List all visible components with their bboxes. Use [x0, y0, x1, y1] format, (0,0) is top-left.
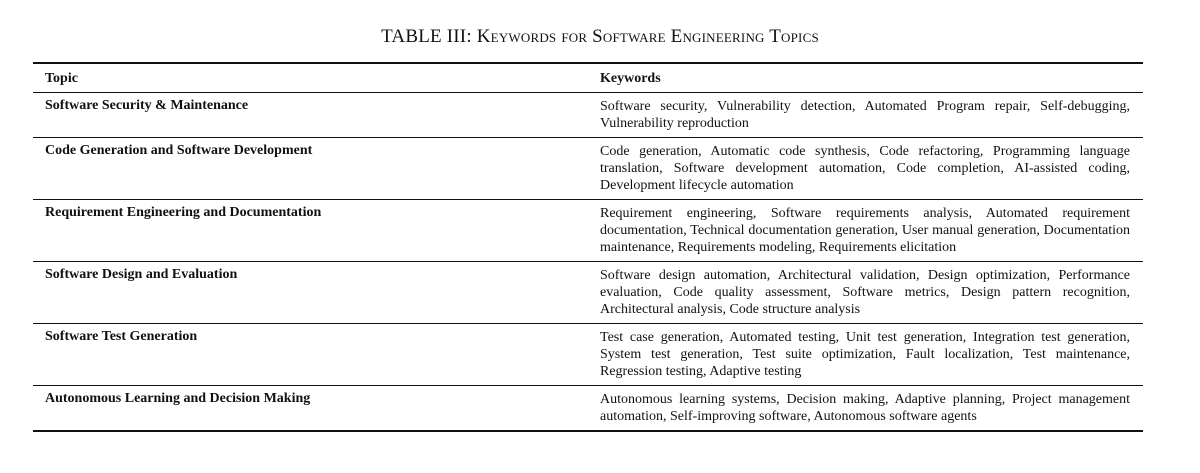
keywords-cell: Requirement engineering, Software requirements analysis, Automated requirement documentation, Technical documentation generation, User manual generation, Documentation maintenance, Requirements modeling, Requirements elicitation: [600, 206, 1130, 255]
table-row: [33, 262, 1143, 324]
table-row: [33, 200, 1143, 262]
table-row: [33, 93, 1143, 138]
table-caption-number: TABLE III:: [381, 26, 477, 47]
table-header: [33, 63, 1143, 93]
keywords-cell: Code generation, Automatic code synthesis, Code refactoring, Programming language translation, Software development automation, Code completion, AI-assisted coding, Development lifecycle automation: [600, 144, 1130, 193]
table-row: [33, 386, 1143, 432]
topic-cell: Requirement Engineering and Documentation: [45, 205, 322, 220]
keywords-table: [33, 62, 1143, 432]
table-row: [33, 324, 1143, 386]
table-body: [33, 93, 1143, 432]
topic-cell: Code Generation and Software Development: [45, 143, 313, 158]
topic-cell: Software Design and Evaluation: [45, 267, 238, 282]
table-row: [33, 138, 1143, 200]
keywords-table-container: [33, 62, 1143, 432]
topic-cell: Autonomous Learning and Decision Making: [45, 391, 311, 406]
table-caption-title: Keywords for Software Engineering Topics: [476, 26, 819, 47]
keywords-cell: Software security, Vulnerability detection, Automated Program repair, Self-debugging, Vulnerability reproduction: [600, 99, 1130, 131]
topic-cell: Software Test Generation: [45, 329, 198, 344]
column-header-topic: Topic: [45, 71, 78, 86]
table-caption: [0, 26, 1200, 48]
topic-cell: Software Security & Maintenance: [45, 98, 249, 113]
keywords-cell: Autonomous learning systems, Decision making, Adaptive planning, Project management automation, Self-improving software, Autonomous software agents: [600, 392, 1130, 424]
column-header-keywords: Keywords: [600, 71, 661, 86]
keywords-cell: Test case generation, Automated testing, Unit test generation, Integration test generation, System test generation, Test suite optimization, Fault localization, Test maintenance, Regression testing, Adaptive testing: [600, 330, 1130, 379]
keywords-cell: Software design automation, Architectural validation, Design optimization, Performance evaluation, Code quality assessment, Software metrics, Design pattern recognition, Architectural analysis, Code structure analysis: [600, 268, 1130, 317]
header-row: [33, 63, 1143, 93]
